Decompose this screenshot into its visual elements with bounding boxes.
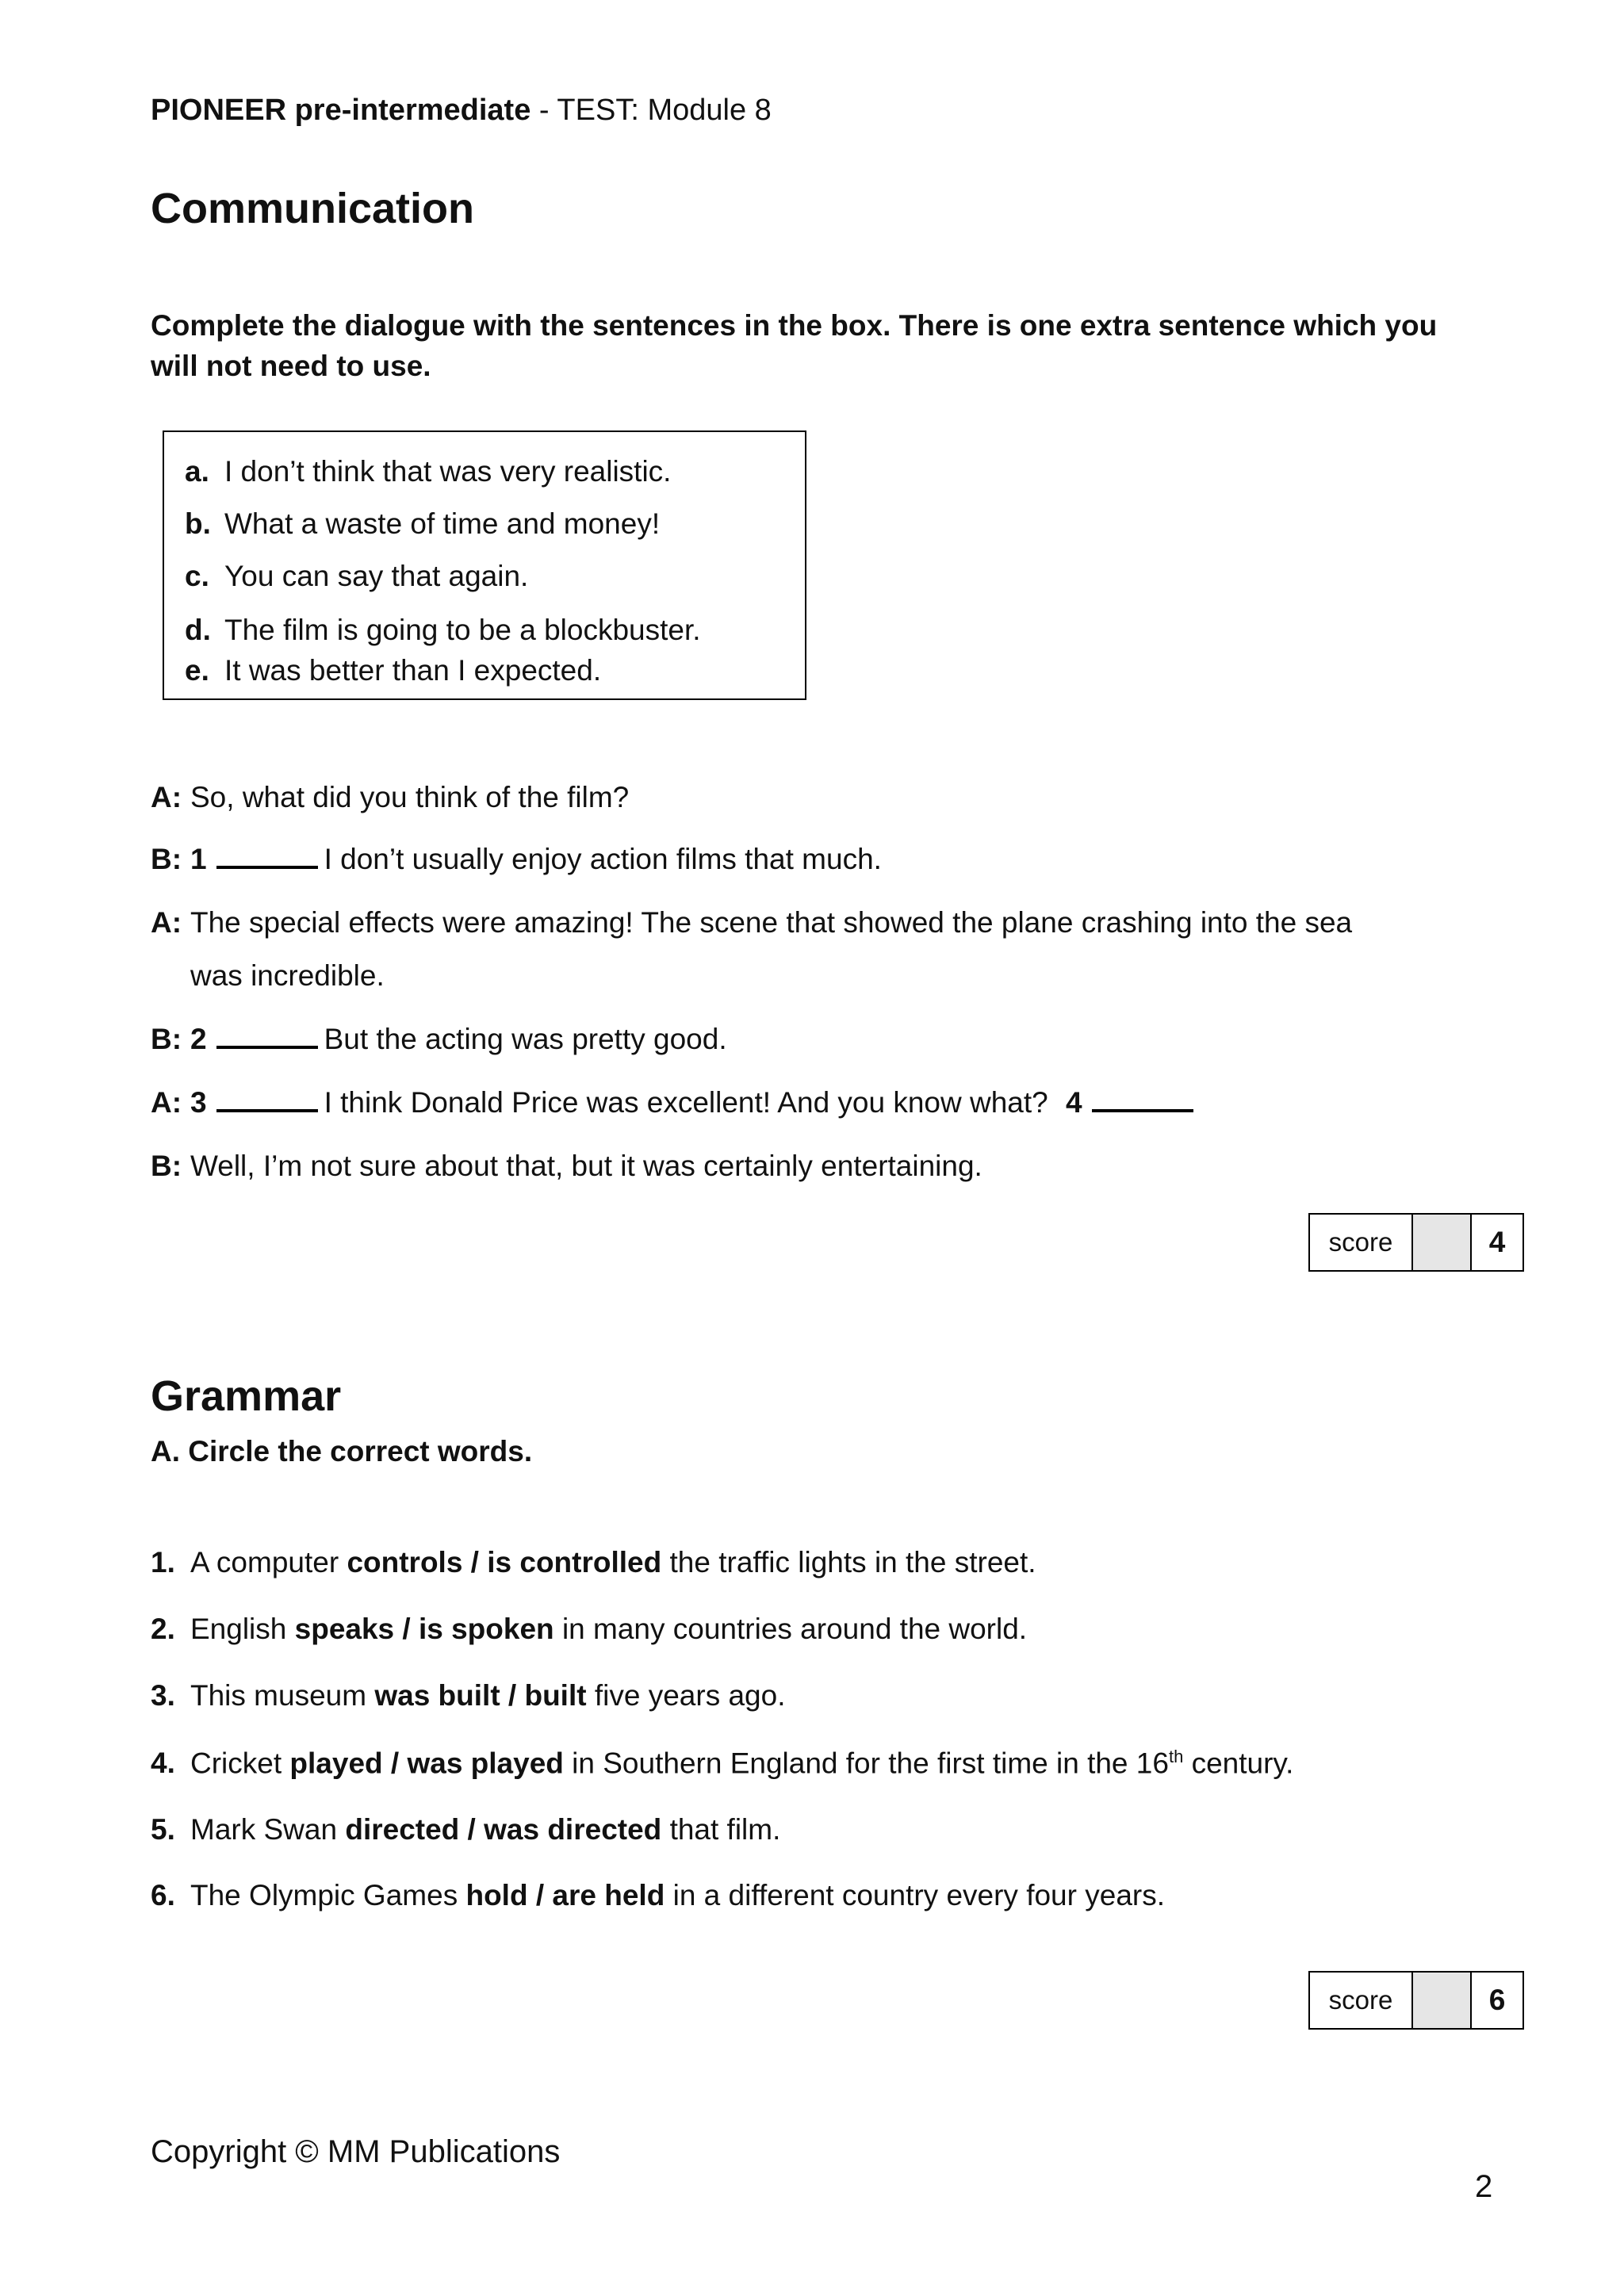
item-number: 4. (151, 1747, 175, 1780)
header-module: - TEST: Module 8 (530, 94, 772, 127)
option-e (185, 654, 601, 687)
score-input[interactable] (1413, 1215, 1472, 1270)
option-letter: c. (185, 560, 209, 592)
dialogue-text: So, what did you think of the film? (190, 781, 630, 813)
dialogue-text: I think Donald Price was excellent! And you know what? (324, 1086, 1048, 1119)
gap-number: 4 (1066, 1086, 1082, 1119)
item-text: that film. (669, 1813, 781, 1846)
item-text: in Southern England for the first time in the 16 (572, 1747, 1169, 1780)
grammar-item-1 (151, 1546, 1036, 1579)
dialogue-line-6 (151, 1150, 982, 1183)
dialogue-line-2 (151, 843, 882, 876)
speaker-label: B: (151, 843, 182, 875)
dialogue-line-3-continued: was incredible. (190, 959, 385, 992)
grammar-instruction: A. Circle the correct words. (151, 1435, 533, 1468)
word-choice[interactable]: controls / is controlled (347, 1546, 662, 1578)
page-number: 2 (1475, 2169, 1493, 2204)
option-letter: b. (185, 507, 211, 540)
grammar-item-2 (151, 1613, 1027, 1646)
option-letter: d. (185, 614, 211, 646)
item-text: five years ago. (594, 1679, 786, 1712)
dialogue-line-4 (151, 1023, 727, 1056)
dialogue-line-3 (151, 906, 1352, 939)
speaker-label: B: (151, 1023, 182, 1055)
word-choice[interactable]: played / was played (289, 1747, 564, 1780)
grammar-item-5 (151, 1813, 780, 1846)
score-label: score (1310, 1973, 1413, 2028)
answer-blank[interactable] (216, 845, 318, 869)
option-letter: a. (185, 455, 209, 488)
copyright: Copyright © MM Publications (151, 2134, 561, 2169)
grammar-title: Grammar (151, 1372, 342, 1420)
dialogue-text: Well, I’m not sure about that, but it was certainly entertaining. (190, 1150, 982, 1182)
answer-blank[interactable] (216, 1025, 318, 1049)
item-text: Mark Swan (190, 1813, 338, 1846)
score-max: 4 (1488, 1226, 1506, 1258)
gap-number: 3 (190, 1086, 207, 1119)
item-number: 6. (151, 1879, 175, 1911)
item-text: This museum (190, 1679, 367, 1712)
speaker-label: A: (151, 781, 182, 813)
dialogue-line-5 (151, 1086, 1200, 1119)
gap-number: 1 (190, 843, 207, 875)
option-c (185, 560, 528, 593)
word-choice[interactable]: was built / built (374, 1679, 587, 1712)
grammar-score-box (1308, 1971, 1524, 2030)
item-text: A computer (190, 1546, 339, 1578)
item-text: The Olympic Games (190, 1879, 458, 1911)
grammar-item-4 (151, 1747, 1293, 1780)
item-number: 2. (151, 1613, 175, 1645)
answer-blank[interactable] (216, 1089, 318, 1112)
communication-title: Communication (151, 185, 475, 232)
test-header (151, 94, 772, 128)
item-number: 5. (151, 1813, 175, 1846)
item-text: Cricket (190, 1747, 282, 1780)
answer-blank[interactable] (1092, 1089, 1193, 1112)
ordinal-suffix: th (1168, 1747, 1184, 1766)
speaker-label: B: (151, 1150, 182, 1182)
item-text: in many countries around the world. (561, 1613, 1028, 1645)
option-text: It was better than I expected. (224, 654, 602, 687)
score-label: score (1310, 1215, 1413, 1270)
communication-instruction: Complete the dialogue with the sentences in the box. There is one extra sentence which you will not need to use. (151, 309, 1438, 382)
item-text: English (190, 1613, 287, 1645)
option-letter: e. (185, 654, 209, 687)
word-choice[interactable]: directed / was directed (345, 1813, 662, 1846)
gap-number: 2 (190, 1023, 207, 1055)
speaker-label: A: (151, 1086, 182, 1119)
option-text: What a waste of time and money! (224, 507, 661, 540)
item-number: 3. (151, 1679, 175, 1712)
option-d (185, 614, 701, 647)
score-input[interactable] (1413, 1973, 1472, 2028)
option-b (185, 507, 660, 541)
item-text: century. (1183, 1747, 1294, 1780)
dialogue-text: I don’t usually enjoy action films that much. (324, 843, 882, 875)
speaker-label: A: (151, 906, 182, 939)
communication-score-box (1308, 1213, 1524, 1272)
option-a (185, 455, 671, 488)
word-choice[interactable]: hold / are held (465, 1879, 665, 1911)
item-number: 1. (151, 1546, 175, 1578)
dialogue-text: But the acting was pretty good. (324, 1023, 727, 1055)
option-text: You can say that again. (224, 560, 529, 592)
option-text: I don’t think that was very realistic. (224, 455, 672, 488)
item-text: in a different country every four years. (672, 1879, 1165, 1911)
option-text: The film is going to be a blockbuster. (224, 614, 701, 646)
dialogue-text: The special effects were amazing! The scene that showed the plane crashing into the sea (190, 906, 1353, 939)
word-choice[interactable]: speaks / is spoken (294, 1613, 554, 1645)
header-brand: PIONEER pre-intermediate (151, 94, 531, 127)
dialogue-line-1 (151, 781, 629, 814)
grammar-item-6 (151, 1879, 1165, 1912)
item-text: the traffic lights in the street. (669, 1546, 1036, 1578)
score-max: 6 (1488, 1984, 1506, 2016)
grammar-item-3 (151, 1679, 786, 1712)
